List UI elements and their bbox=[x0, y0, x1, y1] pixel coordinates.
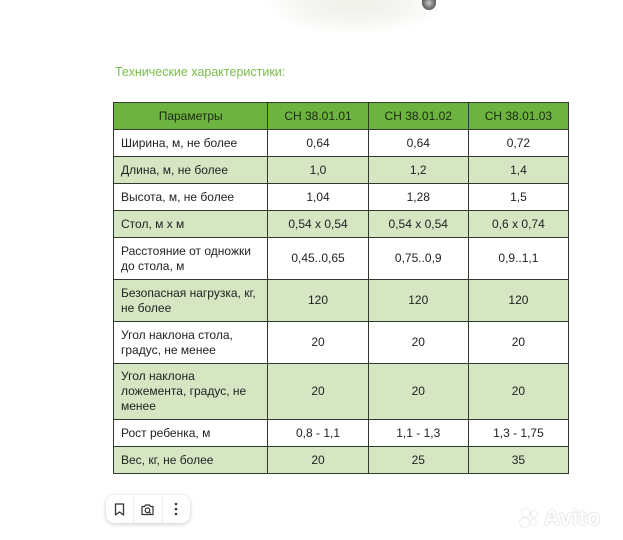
row-param: Высота, м, не более bbox=[114, 184, 268, 211]
bookmark-button[interactable] bbox=[106, 495, 134, 523]
row-value: 0,45..0,65 bbox=[268, 238, 368, 280]
product-photo-fragment bbox=[240, 0, 450, 42]
more-vertical-icon bbox=[174, 502, 178, 516]
section-title: Технические характеристики: bbox=[115, 65, 286, 79]
row-value: 0,64 bbox=[368, 130, 468, 157]
row-value: 0,8 - 1,1 bbox=[268, 420, 368, 447]
row-param: Длина, м, не более bbox=[114, 157, 268, 184]
row-param: Стол, м х м bbox=[114, 211, 268, 238]
row-value: 35 bbox=[468, 447, 568, 474]
row-value: 1,28 bbox=[368, 184, 468, 211]
avito-watermark-text: Avito bbox=[544, 505, 601, 530]
avito-watermark bbox=[520, 505, 601, 531]
row-value: 20 bbox=[368, 322, 468, 364]
row-value: 20 bbox=[468, 322, 568, 364]
table-row bbox=[114, 130, 569, 157]
bookmark-icon bbox=[114, 503, 125, 516]
row-value: 1,04 bbox=[268, 184, 368, 211]
row-value: 120 bbox=[468, 280, 568, 322]
row-value: 1,3 - 1,75 bbox=[468, 420, 568, 447]
row-value: 0,54 х 0,54 bbox=[268, 211, 368, 238]
row-value: 20 bbox=[368, 364, 468, 420]
table-row bbox=[114, 184, 569, 211]
header-model-3: СН 38.01.03 bbox=[468, 103, 568, 130]
row-param: Безопасная нагрузка, кг, не более bbox=[114, 280, 268, 322]
table-row bbox=[114, 157, 569, 184]
row-value: 1,5 bbox=[468, 184, 568, 211]
row-param: Ширина, м, не более bbox=[114, 130, 268, 157]
table-row bbox=[114, 322, 569, 364]
row-param: Рост ребенка, м bbox=[114, 420, 268, 447]
table-row bbox=[114, 211, 569, 238]
row-value: 1,0 bbox=[268, 157, 368, 184]
image-toolbar bbox=[106, 495, 190, 523]
row-value: 120 bbox=[368, 280, 468, 322]
row-value: 0,64 bbox=[268, 130, 368, 157]
lens-search-button[interactable] bbox=[134, 495, 162, 523]
row-value: 0,54 х 0,54 bbox=[368, 211, 468, 238]
row-param: Угол наклона ложемента, градус, не менее bbox=[114, 364, 268, 420]
row-value: 0,6 х 0,74 bbox=[468, 211, 568, 238]
row-value: 20 bbox=[268, 447, 368, 474]
row-value: 20 bbox=[268, 364, 368, 420]
row-value: 1,1 - 1,3 bbox=[368, 420, 468, 447]
table-row bbox=[114, 447, 569, 474]
table-row bbox=[114, 238, 569, 280]
row-value: 25 bbox=[368, 447, 468, 474]
table-row bbox=[114, 420, 569, 447]
row-value: 0,72 bbox=[468, 130, 568, 157]
header-model-1: СН 38.01.01 bbox=[268, 103, 368, 130]
row-value: 20 bbox=[468, 364, 568, 420]
header-model-2: СН 38.01.02 bbox=[368, 103, 468, 130]
row-param: Расстояние от одножки до стола, м bbox=[114, 238, 268, 280]
header-params: Параметры bbox=[114, 103, 268, 130]
row-param: Угол наклона стола, градус, не менее bbox=[114, 322, 268, 364]
row-value: 0,9..1,1 bbox=[468, 238, 568, 280]
lens-icon bbox=[140, 503, 155, 516]
row-param: Вес, кг, не более bbox=[114, 447, 268, 474]
row-value: 20 bbox=[268, 322, 368, 364]
row-value: 1,2 bbox=[368, 157, 468, 184]
table-row bbox=[114, 364, 569, 420]
more-options-button[interactable] bbox=[163, 495, 190, 523]
spec-table bbox=[113, 102, 569, 474]
row-value: 1,4 bbox=[468, 157, 568, 184]
row-value: 120 bbox=[268, 280, 368, 322]
row-value: 0,75..0,9 bbox=[368, 238, 468, 280]
table-row bbox=[114, 280, 569, 322]
table-header-row bbox=[114, 103, 569, 130]
avito-logo-icon bbox=[520, 508, 542, 528]
